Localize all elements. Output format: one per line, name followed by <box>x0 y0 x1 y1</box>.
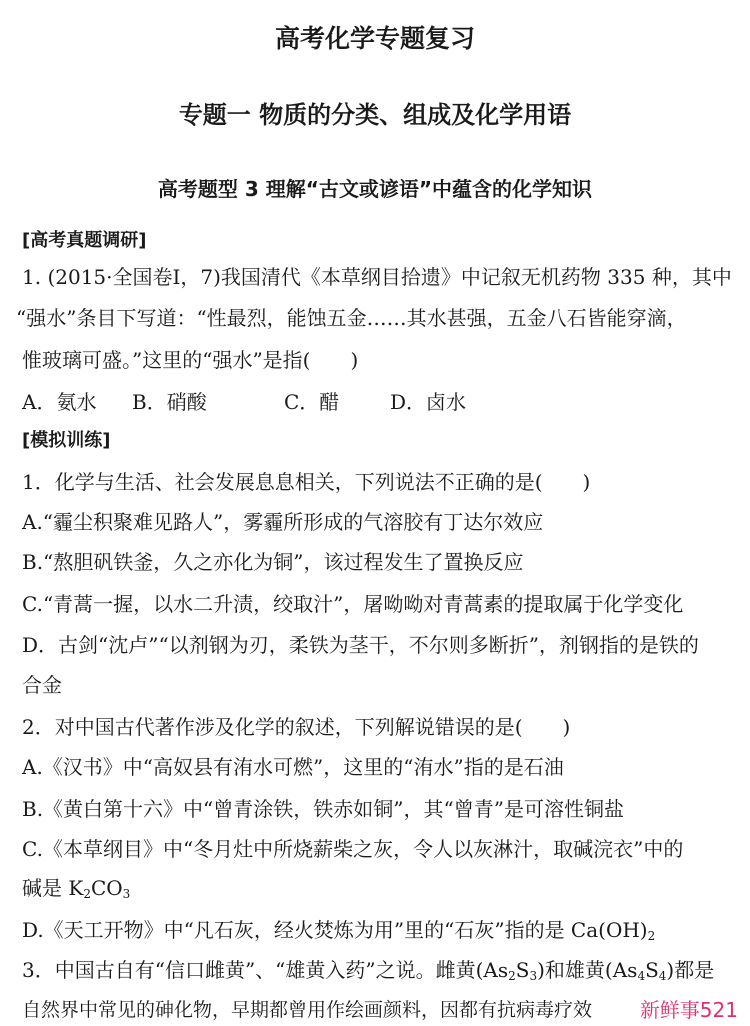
question-line <box>22 957 714 983</box>
answer-options <box>22 389 466 415</box>
subscript: 4 <box>658 969 667 983</box>
text: D.《天工开物》中“凡石灰，经火焚炼为用”里的“石灰”指的是 Ca(OH) <box>22 918 648 942</box>
question-line: “强水”条目下写道：“性最烈，能蚀五金……其水甚强，五金八石皆能穿滴， <box>16 306 687 330</box>
option-a: A．氨水 <box>22 390 97 414</box>
question-line: B.《黄白第十六》中“曾青涂铁，铁赤如铜”，其“曾青”是可溶性铜盐 <box>22 797 624 821</box>
chapter-title: 专题一 物质的分类、组成及化学用语 <box>178 101 572 129</box>
question-line: 1. (2015·全国卷Ⅰ，7)我国清代《本草纲目拾遗》中记叙无机药物 335 种，其中 <box>22 265 732 289</box>
text: S <box>515 958 530 982</box>
question-line: A.“霾尘积聚难见路人”，雾霾所形成的气溶胶有丁达尔效应 <box>22 510 544 534</box>
question-line: 1．化学与生活、社会发展息息相关，下列说法不正确的是( ) <box>22 470 591 494</box>
question-line: D．古剑“沈卢”“以剂钢为刃，柔铁为茎干，不尔则多断折”，剂钢指的是铁的 <box>22 633 699 657</box>
real-exam-heading: [高考真题调研] <box>22 230 147 251</box>
text: CO <box>90 876 123 900</box>
text: )都是 <box>666 958 715 982</box>
subscript: 3 <box>122 887 131 901</box>
document-title: 高考化学专题复习 <box>274 24 475 53</box>
question-line <box>22 875 130 901</box>
text: S <box>645 958 659 982</box>
subscript: 2 <box>508 969 516 983</box>
question-line: 2．对中国古代著作涉及化学的叙述，下列解说错误的是( ) <box>22 715 571 739</box>
topic-title: 高考题型 3 理解“古文或谚语”中蕴含的化学知识 <box>157 177 593 201</box>
question-line: B.“熬胆矾铁釜，久之亦化为铜”，该过程发生了置换反应 <box>22 550 524 574</box>
text: 3．中国古自有“信口雌黄”、“雄黄入药”之说。雌黄(As <box>22 958 509 982</box>
subscript: 2 <box>83 887 91 901</box>
subscript: 3 <box>529 969 538 983</box>
subscript: 4 <box>637 969 646 983</box>
watermark: 新鲜事521 <box>639 998 738 1022</box>
question-line: 惟玻璃可盛。”这里的“强水”是指( ) <box>22 348 359 372</box>
option-c: C．醋 <box>284 390 340 414</box>
question-line: 自然界中常见的砷化物，早期都曾用作绘画颜料，因都有抗病毒疗效 <box>22 999 593 1021</box>
question-line <box>22 917 655 943</box>
text: 碱是 K <box>22 876 84 900</box>
question-line: 合金 <box>22 673 62 697</box>
option-d: D．卤水 <box>390 390 467 414</box>
question-line: C.《本草纲目》中“冬月灶中所烧薪柴之灰，令人以灰淋汁，取碱浣衣”中的 <box>22 837 684 861</box>
question-line: A.《汉书》中“高奴县有洧水可燃”，这里的“洧水”指的是石油 <box>22 755 564 779</box>
practice-heading: [模拟训练] <box>22 430 111 451</box>
subscript: 2 <box>647 929 656 943</box>
question-line: C.“青蒿一握，以水二升渍，绞取汁”，屠呦呦对青蒿素的提取属于化学变化 <box>22 592 684 616</box>
text: )和雄黄(As <box>537 958 638 982</box>
option-b: B．硝酸 <box>132 390 207 414</box>
